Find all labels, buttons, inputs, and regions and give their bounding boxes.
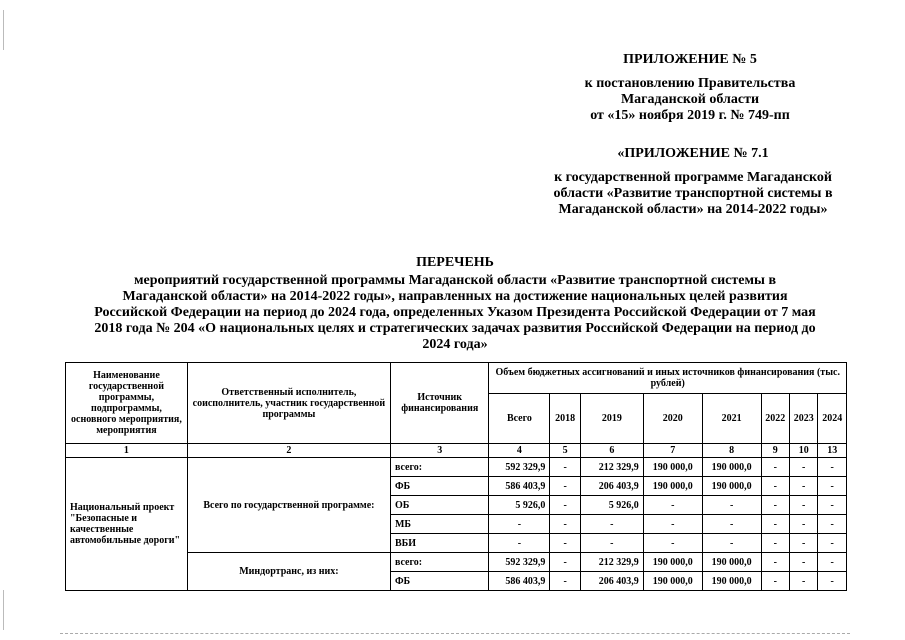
value-cell: - bbox=[790, 477, 818, 496]
value-cell: - bbox=[761, 572, 789, 591]
executor-mindortrans-cell: Миндортранс, из них: bbox=[187, 553, 390, 591]
header-volume: Объем бюджетных ассигнований и иных источников финансирования (тыс. рублей) bbox=[489, 363, 847, 394]
value-cell: - bbox=[702, 496, 761, 515]
appendix-line: от «15» ноября 2019 г. № 749-пп bbox=[590, 108, 790, 123]
header-year: 2020 bbox=[643, 394, 702, 444]
value-cell: - bbox=[790, 534, 818, 553]
financing-table bbox=[65, 362, 847, 591]
value-cell: 190 000,0 bbox=[643, 553, 702, 572]
value-cell: 190 000,0 bbox=[702, 458, 761, 477]
value-cell: 586 403,9 bbox=[489, 477, 550, 496]
column-number: 3 bbox=[390, 444, 489, 458]
value-cell: - bbox=[790, 572, 818, 591]
project-name-cell: Национальный проект "Безопасные и качественные автомобильные дороги" bbox=[66, 458, 188, 591]
value-cell: - bbox=[761, 458, 789, 477]
heading-line: Магаданской области» на 2014-2022 годы», направленных на достижение национальных целей развития bbox=[122, 289, 788, 304]
value-cell: 212 329,9 bbox=[580, 553, 643, 572]
source-cell: всего: bbox=[390, 458, 489, 477]
value-cell: 190 000,0 bbox=[643, 572, 702, 591]
value-cell: - bbox=[790, 496, 818, 515]
value-cell: - bbox=[790, 515, 818, 534]
value-cell: 190 000,0 bbox=[643, 477, 702, 496]
header-name: Наименование государственной программы, подпрограммы, основного мероприятия, мероприятия bbox=[66, 363, 188, 444]
column-number: 6 bbox=[580, 444, 643, 458]
value-cell: - bbox=[761, 496, 789, 515]
header-year: 2023 bbox=[790, 394, 818, 444]
source-cell: всего: bbox=[390, 553, 489, 572]
value-cell: 592 329,9 bbox=[489, 458, 550, 477]
value-cell: - bbox=[550, 477, 580, 496]
value-cell: 5 926,0 bbox=[489, 496, 550, 515]
value-cell: - bbox=[702, 515, 761, 534]
value-cell: - bbox=[761, 515, 789, 534]
value-cell: 586 403,9 bbox=[489, 572, 550, 591]
appendix2-line: области «Развитие транспортной системы в bbox=[553, 186, 833, 201]
value-cell: 190 000,0 bbox=[643, 458, 702, 477]
value-cell: - bbox=[550, 534, 580, 553]
header-year: 2024 bbox=[818, 394, 847, 444]
value-cell: - bbox=[818, 534, 847, 553]
value-cell: - bbox=[550, 458, 580, 477]
value-cell: 190 000,0 bbox=[702, 477, 761, 496]
value-cell: 5 926,0 bbox=[580, 496, 643, 515]
source-cell: ФБ bbox=[390, 572, 489, 591]
value-cell: 190 000,0 bbox=[702, 553, 761, 572]
heading-line: 2024 года» bbox=[422, 337, 488, 352]
scan-edge-mark bbox=[3, 10, 4, 50]
header-year: 2021 bbox=[702, 394, 761, 444]
column-number: 7 bbox=[643, 444, 702, 458]
header-source: Источник финансирования bbox=[390, 363, 489, 444]
value-cell: - bbox=[550, 572, 580, 591]
scan-edge-mark bbox=[3, 590, 4, 630]
value-cell: 206 403,9 bbox=[580, 477, 643, 496]
source-cell: ВБИ bbox=[390, 534, 489, 553]
column-number: 5 bbox=[550, 444, 580, 458]
page-bottom-edge bbox=[60, 633, 850, 634]
header-year: 2022 bbox=[761, 394, 789, 444]
appendix2-line: к государственной программе Магаданской bbox=[554, 170, 832, 185]
value-cell: - bbox=[818, 496, 847, 515]
column-number: 2 bbox=[187, 444, 390, 458]
value-cell: - bbox=[761, 534, 789, 553]
document-heading bbox=[60, 255, 850, 353]
value-cell: - bbox=[818, 458, 847, 477]
appendix-block bbox=[560, 52, 820, 124]
appendix-title: ПРИЛОЖЕНИЕ № 5 bbox=[623, 52, 757, 67]
value-cell: - bbox=[790, 458, 818, 477]
value-cell: - bbox=[550, 496, 580, 515]
source-cell: МБ bbox=[390, 515, 489, 534]
value-cell: - bbox=[489, 534, 550, 553]
value-cell: - bbox=[550, 515, 580, 534]
value-cell: - bbox=[580, 534, 643, 553]
value-cell: 190 000,0 bbox=[702, 572, 761, 591]
heading-line: 2018 года № 204 «О национальных целях и стратегических задачах развития Российской Федерации на период до bbox=[94, 321, 816, 336]
value-cell: - bbox=[818, 515, 847, 534]
value-cell: - bbox=[643, 515, 702, 534]
column-number: 8 bbox=[702, 444, 761, 458]
value-cell: - bbox=[550, 553, 580, 572]
appendix2-block bbox=[528, 146, 858, 218]
source-cell: ОБ bbox=[390, 496, 489, 515]
value-cell: - bbox=[818, 572, 847, 591]
value-cell: 212 329,9 bbox=[580, 458, 643, 477]
value-cell: - bbox=[761, 553, 789, 572]
appendix-line: Магаданской области bbox=[620, 92, 760, 107]
value-cell: 206 403,9 bbox=[580, 572, 643, 591]
value-cell: - bbox=[818, 553, 847, 572]
value-cell: - bbox=[643, 496, 702, 515]
value-cell: - bbox=[818, 477, 847, 496]
appendix2-title: «ПРИЛОЖЕНИЕ № 7.1 bbox=[617, 146, 769, 161]
value-cell: 592 329,9 bbox=[489, 553, 550, 572]
header-year: Всего bbox=[489, 394, 550, 444]
value-cell: - bbox=[489, 515, 550, 534]
appendix-line: к постановлению Правительства bbox=[584, 76, 796, 91]
column-number: 10 bbox=[790, 444, 818, 458]
column-number: 13 bbox=[818, 444, 847, 458]
column-number: 9 bbox=[761, 444, 789, 458]
executor-total-cell: Всего по государственной программе: bbox=[187, 458, 390, 553]
column-number: 1 bbox=[66, 444, 188, 458]
value-cell: - bbox=[643, 534, 702, 553]
heading-line: Российской Федерации на период до 2024 года, определенных Указом Президента Российской Федерации от 7 мая bbox=[94, 305, 816, 320]
header-year: 2018 bbox=[550, 394, 580, 444]
table-row bbox=[66, 458, 847, 477]
header-year: 2019 bbox=[580, 394, 643, 444]
heading-title: ПЕРЕЧЕНЬ bbox=[416, 255, 494, 270]
value-cell: - bbox=[790, 553, 818, 572]
source-cell: ФБ bbox=[390, 477, 489, 496]
value-cell: - bbox=[702, 534, 761, 553]
appendix2-line: Магаданской области» на 2014-2022 годы» bbox=[558, 202, 828, 217]
value-cell: - bbox=[761, 477, 789, 496]
column-number: 4 bbox=[489, 444, 550, 458]
value-cell: - bbox=[580, 515, 643, 534]
header-executor: Ответственный исполнитель, соисполнитель, участник государственной программы bbox=[187, 363, 390, 444]
heading-line: мероприятий государственной программы Магаданской области «Развитие транспортной системы в bbox=[133, 273, 777, 288]
